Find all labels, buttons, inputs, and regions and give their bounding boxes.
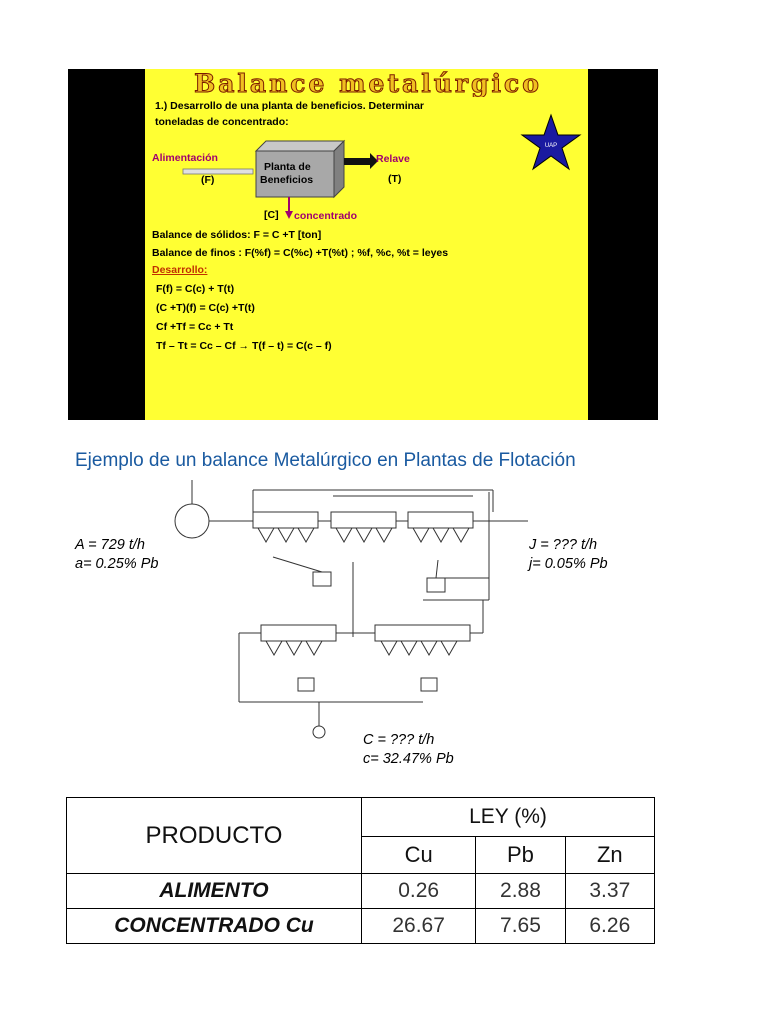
heading-line-2: toneladas de concentrado: [155,116,289,128]
plant-label-2: Beneficios [260,174,314,186]
solids-balance: Balance de sólidos: F = C +T [ton] [152,229,322,241]
feed-grade: a= 0.25% Pb [75,556,159,572]
equation-4: Tf – Tt = Cc – Cf → T(f – t) = C(c – f) [156,340,332,352]
tail-grade: j= 0.05% Pb [529,556,608,572]
table-row [67,909,655,944]
feed-tph: A = 729 t/h [75,537,146,553]
feed-symbol: (F) [201,174,215,186]
heading-line-1: 1.) Desarrollo de una planta de beneficios. Determinar [155,100,424,112]
fines-balance: Balance de finos : F(%f) = C(%c) +T(%t) ; %f, %c, %t = leyes [152,247,449,259]
slide-balance-metalurgico [68,69,658,420]
product-header: PRODUCTO [67,798,362,874]
tail-label: Relave [376,153,410,165]
value-cell: 7.65 [476,909,565,944]
flotation-circuit-diagram [63,432,655,777]
conc-symbol: [C] [264,209,279,221]
equation-3: Cf +Tf = Cc + Tt [156,321,234,333]
conc-grade: c= 32.47% Pb [363,751,454,767]
feed-label: Alimentación [152,152,218,164]
slide1-title: Balance metalúrgico [194,71,542,97]
conc-tph: C = ??? t/h [363,732,435,748]
value-cell: 26.67 [362,909,476,944]
value-cell: 6.26 [565,909,654,944]
plant-label-1: Planta de [264,161,311,173]
equation-2: (C +T)(f) = C(c) +T(t) [156,302,255,314]
value-cell: 0.26 [362,874,476,909]
star-label: UAP [544,143,558,149]
element-header: Pb [476,837,565,874]
element-header: Cu [362,837,476,874]
tail-symbol: (T) [388,173,402,185]
element-header: Zn [565,837,654,874]
product-cell: ALIMENTO [67,874,362,909]
star-icon [520,113,582,171]
slide2-title: Ejemplo de un balance Metalúrgico en Plantas de Flotación [75,450,576,471]
table-row [67,874,655,909]
value-cell: 3.37 [565,874,654,909]
slide-flotation-example [63,432,655,777]
value-cell: 2.88 [476,874,565,909]
product-cell: CONCENTRADO Cu [67,909,362,944]
table-header-row [67,798,655,837]
tail-tph: J = ??? t/h [529,537,598,553]
grade-table [66,797,655,944]
development-label: Desarrollo: [152,264,208,276]
ley-header: LEY (%) [362,798,655,837]
equation-1: F(f) = C(c) + T(t) [156,283,235,295]
conc-label: concentrado [294,210,358,222]
